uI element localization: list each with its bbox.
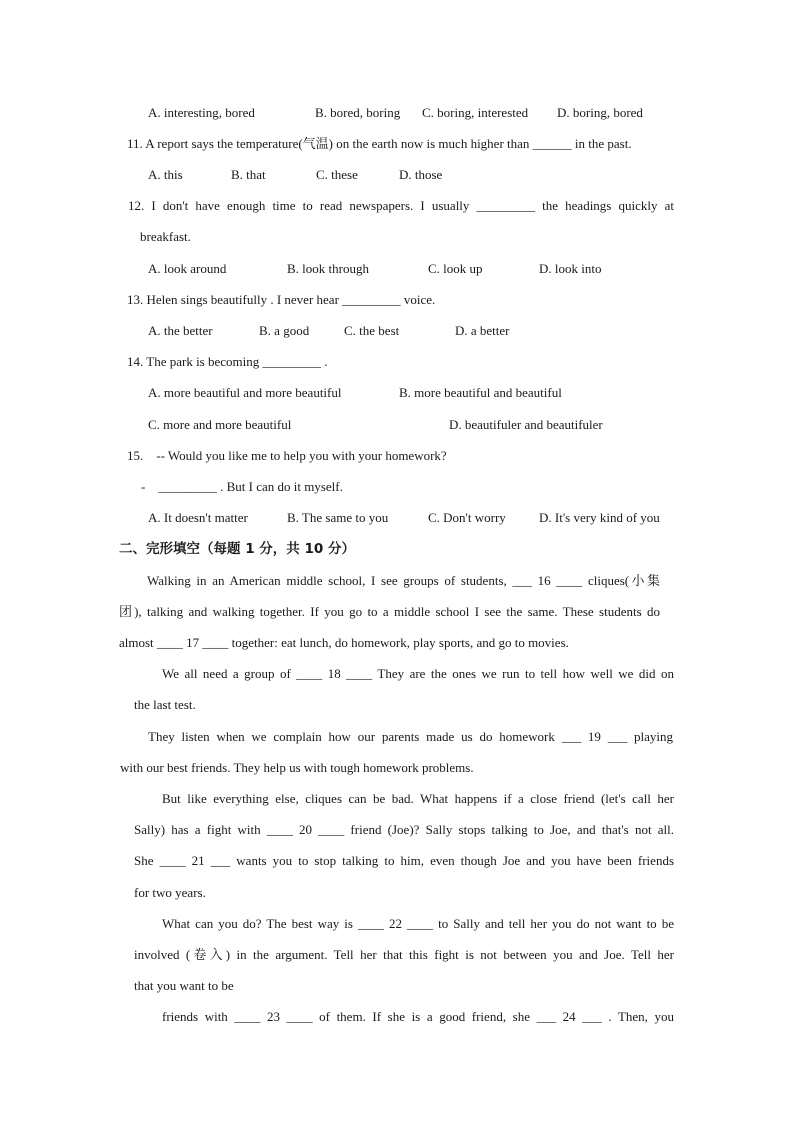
passage-line: almost ____ 17 ____ together: eat lunch, do homework, play sports, and go to movies. [119,635,569,650]
q10-option-a: A. interesting, bored [148,105,255,120]
q12-option-a: A. look around [148,261,227,276]
q11-option-a: A. this [148,167,183,182]
passage-line: What can you do? The best way is ____ 22 ____ to Sally and tell her you do not want to be [162,916,674,931]
q12-option-b: B. look through [287,261,369,276]
q15-option-a: A. It doesn't matter [148,510,248,525]
q12-stem-line2: breakfast. [140,229,191,244]
q10-option-d: D. boring, bored [557,105,643,120]
q12-option-d: D. look into [539,261,602,276]
passage-line: She ____ 21 ___ wants you to stop talking to him, even though Joe and you have been friends [134,853,674,868]
q13-option-a: A. the better [148,323,213,338]
passage-line: Sally) has a fight with ____ 20 ____ friend (Joe)? Sally stops talking to Joe, and that's not all. [134,822,674,837]
q11-option-c: C. these [316,167,358,182]
q15-reply: - _________ . But I can do it myself. [141,479,343,494]
q15-option-c: C. Don't worry [428,510,506,525]
passage-line: with our best friends. They help us with tough homework problems. [120,760,474,775]
q15-option-b: B. The same to you [287,510,389,525]
passage-line: But like everything else, cliques can be bad. What happens if a close friend (let's call her [162,791,674,806]
q15-stem: 15. -- Would you like me to help you with your homework? [127,448,447,463]
q11-option-d: D. those [399,167,443,182]
q14-option-a: A. more beautiful and more beautiful [148,385,342,400]
q14-option-d: D. beautifuler and beautifuler [449,417,603,432]
passage-line: that you want to be [134,978,234,993]
q14-option-b: B. more beautiful and beautiful [399,385,562,400]
q13-option-b: B. a good [259,323,310,338]
q15-option-d: D. It's very kind of you [539,510,660,525]
passage-line: Walking in an American middle school, I see groups of students, ___ 16 ____ cliques(小集 [147,573,660,588]
passage-line: 团), talking and walking together. If you go to a middle school I see the same. These students do [119,604,660,619]
q12-stem-line1: 12. I don't have enough time to read newspapers. I usually _________ the headings quickly at [128,198,674,213]
passage-line: for two years. [134,885,206,900]
q13-option-c: C. the best [344,323,400,338]
q13-stem: 13. Helen sings beautifully . I never hear _________ voice. [127,292,436,307]
passage-line: We all need a group of ____ 18 ____ They are the ones we run to tell how well we did on [162,666,674,681]
section-heading: 二、完形填空（每题 1 分，共 10 分） [119,541,355,557]
q12-option-c: C. look up [428,261,483,276]
passage-line: the last test. [134,697,196,712]
passage-line: involved (卷入) in the argument. Tell her that this fight is not between you and Joe. Tell her [134,947,674,962]
q11-stem: 11. A report says the temperature(气温) on the earth now is much higher than ______ in the past. [127,136,632,151]
passage-line: They listen when we complain how our parents made us do homework ___ 19 ___ playing [148,729,673,744]
q14-stem: 14. The park is becoming _________ . [127,354,328,369]
q11-option-b: B. that [231,167,266,182]
passage-line: friends with ____ 23 ____ of them. If she is a good friend, she ___ 24 ___ . Then, you [162,1009,674,1024]
q14-option-c: C. more and more beautiful [148,417,292,432]
q10-option-b: B. bored, boring [315,105,401,120]
q10-option-c: C. boring, interested [422,105,529,120]
q13-option-d: D. a better [455,323,510,338]
